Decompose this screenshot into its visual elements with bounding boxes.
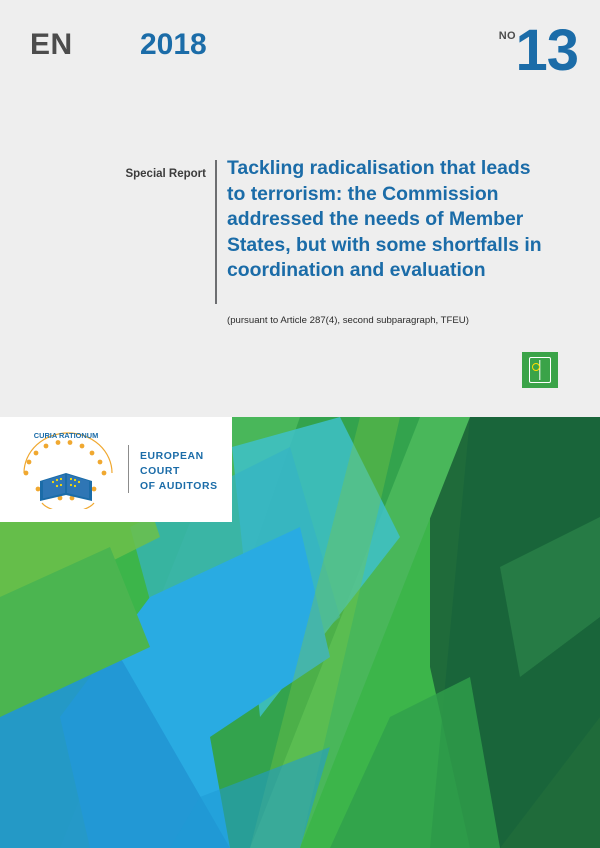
logo-divider: [128, 445, 129, 493]
eu-stars-icon: [532, 363, 540, 371]
institution-name-line2: COURT: [140, 465, 180, 477]
publication-year: 2018: [140, 28, 207, 61]
institution-name: [140, 450, 218, 494]
institution-name-line1: EUROPEAN: [140, 451, 204, 462]
report-number-value: 13: [515, 18, 578, 83]
report-number-label: NO: [498, 30, 516, 42]
eu-publication-badge-icon: [522, 352, 558, 388]
book-icon: [529, 357, 551, 383]
eca-logo-block: [0, 417, 232, 522]
language-code: EN: [30, 28, 73, 61]
report-title: Tackling radicalisation that leads to terrorism: the Commission addressed the needs of Member States, but with some shortfalls in coordination and evaluation: [227, 157, 542, 282]
legal-basis-note: (pursuant to Article 287(4), second subparagraph, TFEU): [227, 315, 469, 326]
eca-emblem-icon: [16, 429, 120, 509]
institution-name-line3: OF AUDITORS: [140, 480, 218, 492]
cover-header: [0, 0, 600, 120]
title-divider-rule: [215, 160, 217, 304]
eca-motto: CURIA RATIONUM: [33, 431, 99, 440]
report-kind-label: Special Report: [125, 168, 206, 180]
